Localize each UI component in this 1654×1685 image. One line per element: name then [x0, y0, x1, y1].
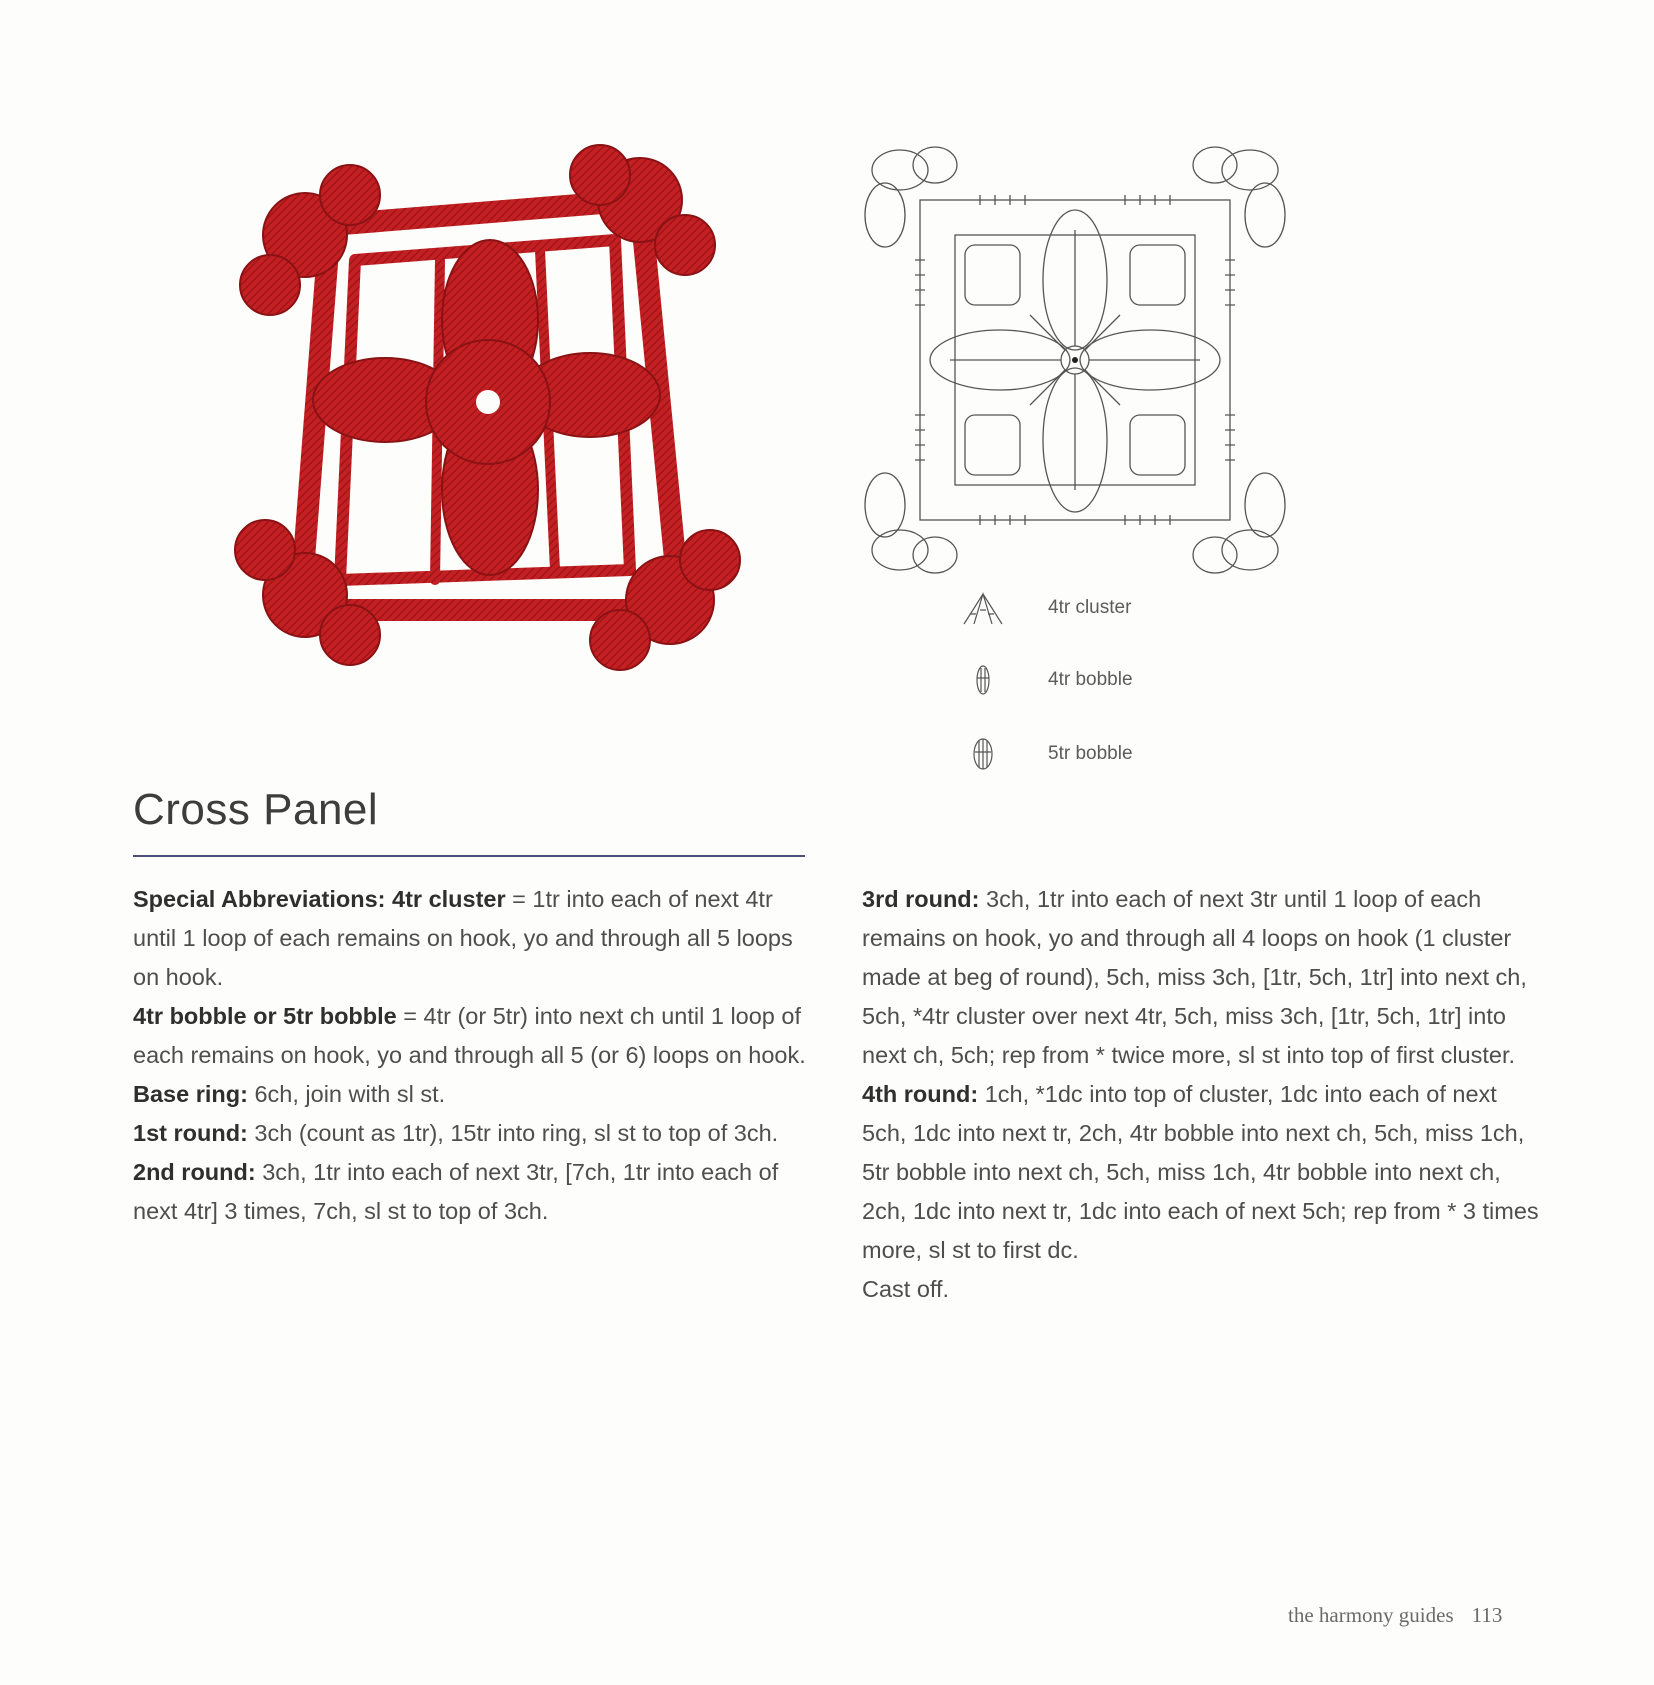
legend-row-4tr-bobble [960, 660, 1133, 700]
instruction-label: 1st round: [133, 1120, 248, 1146]
instruction-label: 3rd round: [862, 886, 980, 912]
legend-row-5tr-bobble [960, 734, 1133, 774]
instructions-right-column [862, 880, 1542, 1309]
instructions-left-column [133, 880, 813, 1231]
crochet-chart-diagram [860, 140, 1290, 580]
instruction-text: 6ch, join with sl st. [247, 1081, 446, 1107]
instruction-text: = 4tr (or 5tr) into next ch until 1 loop of each remains on hook, yo and through all 5 (or 6) loops on hook. [133, 1003, 806, 1068]
instruction-paragraph [862, 1075, 1542, 1270]
instruction-paragraph [133, 1075, 813, 1114]
pattern-title: Cross Panel [133, 785, 379, 834]
instruction-text: = 1tr into each of next 4tr until 1 loop of each remains on hook, yo and through all 5 loops on hook. [133, 886, 793, 990]
instruction-label: 4tr bobble or 5tr bobble [133, 1003, 397, 1029]
instruction-paragraph [133, 1114, 813, 1153]
legend-row-cluster [960, 588, 1132, 628]
bobble-5-symbol-icon [960, 734, 1006, 774]
bobble-4-symbol-icon [960, 660, 1006, 700]
instruction-text: Cast off. [862, 1276, 950, 1302]
legend-label: 4tr cluster [1048, 597, 1132, 618]
instruction-text: 3ch (count as 1tr), 15tr into ring, sl st to top of 3ch. [247, 1120, 779, 1146]
title-rule [133, 855, 805, 857]
instruction-paragraph [862, 1270, 1542, 1309]
instruction-text: 1ch, *1dc into top of cluster, 1dc into each of next 5ch, 1dc into next tr, 2ch, 4tr bobble into next ch, 5ch, miss 1ch, 5tr bobble into next ch, 5ch, miss 1ch, 4tr bobble into next ch, 2ch, 1dc into next tr, 1dc into each of next 5ch; rep from * 3 times more, sl st to first dc. [862, 1081, 1539, 1263]
legend-label: 5tr bobble [1048, 743, 1133, 764]
instruction-paragraph [133, 880, 813, 997]
instruction-label: 2nd round: [133, 1159, 256, 1185]
instruction-paragraph [862, 880, 1542, 1075]
cluster-symbol-icon [960, 588, 1006, 628]
instruction-text: 3ch, 1tr into each of next 3tr, [7ch, 1tr into each of next 4tr] 3 times, 7ch, sl st to top of 3ch. [133, 1159, 779, 1224]
crochet-swatch-photo [210, 140, 770, 690]
instruction-paragraph [133, 1153, 813, 1231]
page-number: 113 [1471, 1603, 1503, 1627]
instruction-label: 4th round: [862, 1081, 979, 1107]
page-footer [1288, 1603, 1502, 1628]
legend-label: 4tr bobble [1048, 669, 1133, 690]
instruction-label: Special Abbreviations: 4tr cluster [133, 886, 506, 912]
instruction-paragraph [133, 997, 813, 1075]
instruction-text: 3ch, 1tr into each of next 3tr until 1 loop of each remains on hook, yo and through all 4 loops on hook (1 cluster made at beg of round), 5ch, miss 3ch, [1tr, 5ch, 1tr] into next ch, 5ch, *4tr cluster over next 4tr, 5ch, miss 3ch, [1tr, 5ch, 1tr] into next ch, 5ch; rep from * twice more, sl st into top of first cluster. [862, 886, 1527, 1068]
instruction-label: Base ring: [133, 1081, 248, 1107]
guide-name: the harmony guides [1288, 1603, 1454, 1627]
